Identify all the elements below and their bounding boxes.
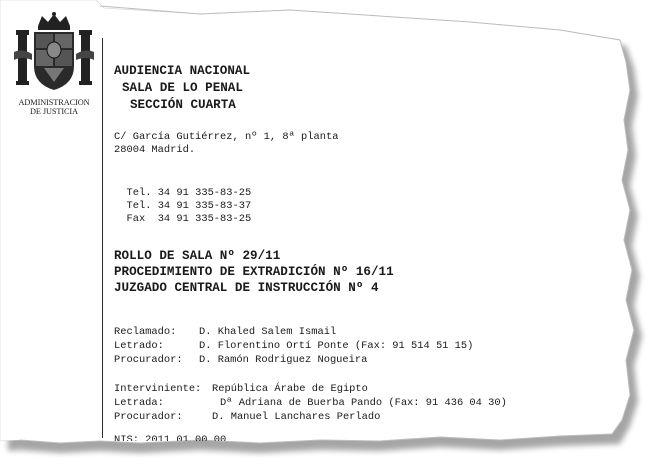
party-value: D. Florentino Ortí Ponte (Fax: 91 514 51 15) <box>199 340 474 352</box>
party-label: Letrada: <box>114 397 164 409</box>
contact-number: 34 91 335-83-37 <box>157 200 252 212</box>
party-value: D. Khaled Salem Ismail <box>199 326 337 338</box>
seal-label-line2: DE JUSTICIA <box>30 107 78 116</box>
case-court: JUZGADO CENTRAL DE INSTRUCCIÓN Nº 4 <box>114 281 379 295</box>
party-label: Interviniente: <box>114 383 202 395</box>
address-city: 28004 Madrid. <box>114 144 196 156</box>
contact-number: 34 91 335-83-25 <box>157 213 252 225</box>
contact-label: Tel. <box>126 200 152 212</box>
contact-line <box>114 200 251 226</box>
party-label: Procurador: <box>114 411 183 423</box>
party-value: D. Manuel Lanchares Perlado <box>212 411 381 423</box>
seal-label-line1: ADMINISTRACION <box>18 98 90 107</box>
court-name: AUDIENCIA NACIONAL <box>114 64 251 78</box>
contact-number: 34 91 335-83-25 <box>157 187 252 199</box>
margin-rule <box>102 38 103 438</box>
party-label: Procurador: <box>114 354 183 366</box>
party-value: República Árabe de Egipto <box>212 383 368 395</box>
court-section: SECCIÓN CUARTA <box>130 98 236 112</box>
footer-nis-cut: NIS: 2011 01 00 00 <box>114 434 227 441</box>
contact-label: Fax <box>126 213 146 225</box>
party-value: Dª Adriana de Buerba Pando (Fax: 91 436 04 30) <box>220 397 507 409</box>
party-label: Reclamado: <box>114 326 177 338</box>
coat-of-arms-icon <box>14 12 94 96</box>
party-value: D. Ramón Rodriguez Nogueira <box>199 354 368 366</box>
address-street: C/ García Gutiérrez, nº 1, 8ª planta <box>114 131 339 143</box>
party-label: Letrado: <box>114 340 164 352</box>
case-procedure: PROCEDIMIENTO DE EXTRADICIÓN Nº 16/11 <box>114 265 394 279</box>
case-roll: ROLLO DE SALA Nº 29/11 <box>114 249 281 263</box>
contact-label: Tel. <box>126 187 152 199</box>
court-chamber: SALA DE LO PENAL <box>122 81 243 95</box>
